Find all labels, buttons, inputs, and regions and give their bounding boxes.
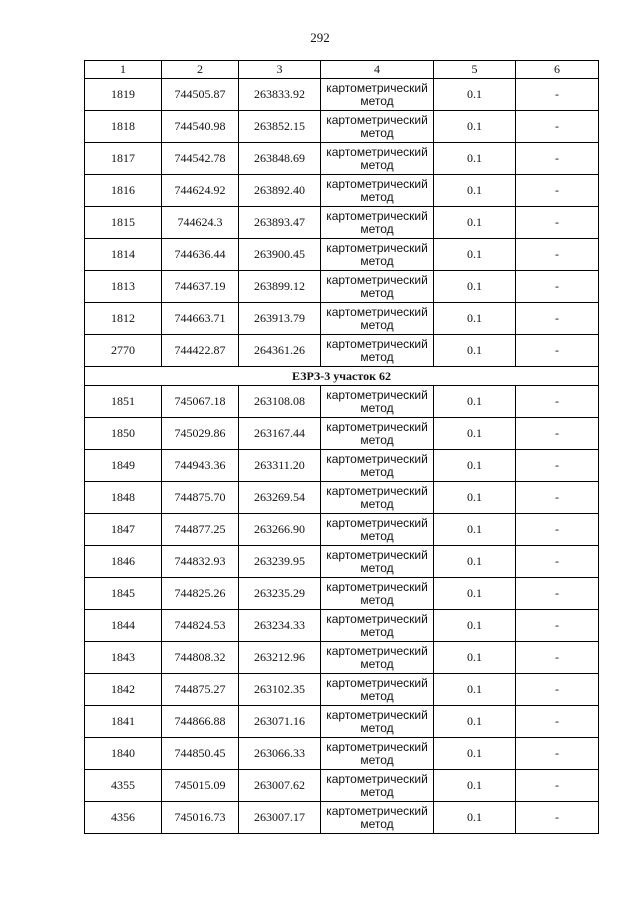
section-row	[85, 367, 599, 386]
table-row	[85, 239, 599, 271]
coordinate-y: 263833.92	[239, 79, 321, 111]
method-cell	[321, 450, 434, 482]
method-cell	[321, 386, 434, 418]
precision-value: 0.1	[434, 642, 516, 674]
method-line-1: картометрический	[326, 419, 428, 434]
method-line-2: метод	[360, 496, 394, 511]
point-number: 1847	[85, 514, 162, 546]
coordinate-x: 744505.87	[162, 79, 239, 111]
coordinate-y: 263234.33	[239, 610, 321, 642]
method-cell	[321, 79, 434, 111]
coordinate-y: 263066.33	[239, 738, 321, 770]
method-line-2: метод	[360, 253, 394, 268]
method-line-2: метод	[360, 221, 394, 236]
point-number: 1851	[85, 386, 162, 418]
note-value: -	[516, 450, 599, 482]
coordinate-x: 744637.19	[162, 271, 239, 303]
table-row	[85, 514, 599, 546]
method-cell	[321, 303, 434, 335]
method-line-1: картометрический	[326, 707, 428, 722]
coordinate-x: 744877.25	[162, 514, 239, 546]
note-value: -	[516, 546, 599, 578]
coordinate-x: 745015.09	[162, 770, 239, 802]
method-line-1: картометрический	[326, 643, 428, 658]
coordinate-x: 744624.92	[162, 175, 239, 207]
note-value: -	[516, 610, 599, 642]
note-value: -	[516, 335, 599, 367]
coordinate-x: 744866.88	[162, 706, 239, 738]
method-line-1: картометрический	[326, 547, 428, 562]
method-cell	[321, 271, 434, 303]
method-line-1: картометрический	[326, 80, 428, 95]
precision-value: 0.1	[434, 175, 516, 207]
table-row	[85, 386, 599, 418]
method-line-1: картометрический	[326, 451, 428, 466]
method-line-2: метод	[360, 125, 394, 140]
precision-value: 0.1	[434, 111, 516, 143]
method-cell	[321, 642, 434, 674]
coordinate-y: 263108.08	[239, 386, 321, 418]
coordinate-y: 263239.95	[239, 546, 321, 578]
method-line-1: картометрический	[326, 675, 428, 690]
method-line-1: картометрический	[326, 304, 428, 319]
precision-value: 0.1	[434, 79, 516, 111]
method-line-2: метод	[360, 317, 394, 332]
point-number: 1819	[85, 79, 162, 111]
coordinate-y: 263102.35	[239, 674, 321, 706]
method-cell	[321, 738, 434, 770]
point-number: 1845	[85, 578, 162, 610]
column-header-4: 4	[321, 61, 434, 79]
coordinate-y: 263848.69	[239, 143, 321, 175]
method-cell	[321, 111, 434, 143]
point-number: 1848	[85, 482, 162, 514]
table-row	[85, 271, 599, 303]
table-row	[85, 79, 599, 111]
precision-value: 0.1	[434, 143, 516, 175]
point-number: 1814	[85, 239, 162, 271]
coordinate-y: 264361.26	[239, 335, 321, 367]
note-value: -	[516, 482, 599, 514]
table-row	[85, 335, 599, 367]
point-number: 1849	[85, 450, 162, 482]
table-row	[85, 418, 599, 450]
precision-value: 0.1	[434, 674, 516, 706]
method-line-1: картометрический	[326, 112, 428, 127]
method-line-2: метод	[360, 464, 394, 479]
method-line-1: картометрический	[326, 240, 428, 255]
method-cell	[321, 674, 434, 706]
method-cell	[321, 514, 434, 546]
table-row	[85, 175, 599, 207]
coordinate-y: 263235.29	[239, 578, 321, 610]
precision-value: 0.1	[434, 207, 516, 239]
precision-value: 0.1	[434, 738, 516, 770]
note-value: -	[516, 239, 599, 271]
precision-value: 0.1	[434, 546, 516, 578]
method-cell	[321, 482, 434, 514]
coordinate-x: 745016.73	[162, 802, 239, 834]
coordinate-x: 744540.98	[162, 111, 239, 143]
point-number: 1812	[85, 303, 162, 335]
point-number: 1846	[85, 546, 162, 578]
point-number: 1818	[85, 111, 162, 143]
coordinate-y: 263212.96	[239, 642, 321, 674]
coordinate-x: 744636.44	[162, 239, 239, 271]
method-line-1: картометрический	[326, 144, 428, 159]
point-number: 4355	[85, 770, 162, 802]
precision-value: 0.1	[434, 578, 516, 610]
coordinate-x: 744542.78	[162, 143, 239, 175]
coordinate-x: 744624.3	[162, 207, 239, 239]
table-row	[85, 674, 599, 706]
precision-value: 0.1	[434, 802, 516, 834]
coordinate-x: 744663.71	[162, 303, 239, 335]
precision-value: 0.1	[434, 239, 516, 271]
method-line-2: метод	[360, 784, 394, 799]
table-row	[85, 303, 599, 335]
table-body	[85, 61, 599, 834]
precision-value: 0.1	[434, 450, 516, 482]
precision-value: 0.1	[434, 610, 516, 642]
table-row	[85, 450, 599, 482]
column-header-2: 2	[162, 61, 239, 79]
method-cell	[321, 706, 434, 738]
method-line-2: метод	[360, 157, 394, 172]
method-cell	[321, 802, 434, 834]
method-line-2: метод	[360, 752, 394, 767]
note-value: -	[516, 79, 599, 111]
method-line-1: картометрический	[326, 515, 428, 530]
coordinate-y: 263893.47	[239, 207, 321, 239]
precision-value: 0.1	[434, 335, 516, 367]
coordinate-x: 744808.32	[162, 642, 239, 674]
coordinate-y: 263900.45	[239, 239, 321, 271]
method-line-2: метод	[360, 656, 394, 671]
coordinate-x: 744943.36	[162, 450, 239, 482]
coordinate-x: 744824.53	[162, 610, 239, 642]
coordinate-x: 745029.86	[162, 418, 239, 450]
precision-value: 0.1	[434, 482, 516, 514]
table-row	[85, 207, 599, 239]
method-line-1: картометрический	[326, 483, 428, 498]
precision-value: 0.1	[434, 418, 516, 450]
method-line-1: картометрический	[326, 739, 428, 754]
coordinate-x: 744875.27	[162, 674, 239, 706]
method-cell	[321, 546, 434, 578]
method-line-2: метод	[360, 432, 394, 447]
header-row	[85, 61, 599, 79]
note-value: -	[516, 386, 599, 418]
point-number: 1843	[85, 642, 162, 674]
coordinate-x: 744422.87	[162, 335, 239, 367]
method-line-2: метод	[360, 400, 394, 415]
method-line-2: метод	[360, 688, 394, 703]
column-header-6: 6	[516, 61, 599, 79]
column-header-5: 5	[434, 61, 516, 79]
method-line-1: картометрический	[326, 176, 428, 191]
point-number: 1816	[85, 175, 162, 207]
point-number: 1842	[85, 674, 162, 706]
method-cell	[321, 207, 434, 239]
method-line-1: картометрический	[326, 208, 428, 223]
table-row	[85, 802, 599, 834]
note-value: -	[516, 271, 599, 303]
method-cell	[321, 143, 434, 175]
coordinate-x: 744850.45	[162, 738, 239, 770]
point-number: 1813	[85, 271, 162, 303]
point-number: 1844	[85, 610, 162, 642]
table-row	[85, 111, 599, 143]
coordinate-y: 263311.20	[239, 450, 321, 482]
note-value: -	[516, 514, 599, 546]
coordinate-x: 744825.26	[162, 578, 239, 610]
page-number: 292	[310, 30, 330, 45]
note-value: -	[516, 143, 599, 175]
coordinate-y: 263167.44	[239, 418, 321, 450]
method-line-2: метод	[360, 189, 394, 204]
coordinates-table	[84, 60, 599, 834]
method-cell	[321, 239, 434, 271]
table-row	[85, 578, 599, 610]
note-value: -	[516, 418, 599, 450]
precision-value: 0.1	[434, 271, 516, 303]
method-line-2: метод	[360, 592, 394, 607]
note-value: -	[516, 770, 599, 802]
coordinate-y: 263266.90	[239, 514, 321, 546]
coordinate-x: 744875.70	[162, 482, 239, 514]
note-value: -	[516, 111, 599, 143]
method-line-2: метод	[360, 93, 394, 108]
precision-value: 0.1	[434, 386, 516, 418]
method-line-2: метод	[360, 720, 394, 735]
method-cell	[321, 770, 434, 802]
precision-value: 0.1	[434, 706, 516, 738]
table-row	[85, 770, 599, 802]
note-value: -	[516, 738, 599, 770]
point-number: 4356	[85, 802, 162, 834]
note-value: -	[516, 303, 599, 335]
point-number: 1840	[85, 738, 162, 770]
method-line-1: картометрический	[326, 387, 428, 402]
coordinate-y: 263007.17	[239, 802, 321, 834]
method-line-2: метод	[360, 528, 394, 543]
precision-value: 0.1	[434, 514, 516, 546]
table-row	[85, 546, 599, 578]
coordinate-y: 263899.12	[239, 271, 321, 303]
table-row	[85, 738, 599, 770]
precision-value: 0.1	[434, 303, 516, 335]
note-value: -	[516, 706, 599, 738]
coordinate-y: 263007.62	[239, 770, 321, 802]
column-header-3: 3	[239, 61, 321, 79]
method-cell	[321, 418, 434, 450]
note-value: -	[516, 642, 599, 674]
coordinate-y: 263892.40	[239, 175, 321, 207]
method-cell	[321, 578, 434, 610]
column-header-1: 1	[85, 61, 162, 79]
method-cell	[321, 335, 434, 367]
coordinate-x: 744832.93	[162, 546, 239, 578]
method-line-2: метод	[360, 349, 394, 364]
coordinate-x: 745067.18	[162, 386, 239, 418]
coordinate-y: 263071.16	[239, 706, 321, 738]
method-cell	[321, 175, 434, 207]
table-row	[85, 482, 599, 514]
method-line-2: метод	[360, 560, 394, 575]
table-row	[85, 706, 599, 738]
note-value: -	[516, 674, 599, 706]
method-line-1: картометрический	[326, 803, 428, 818]
precision-value: 0.1	[434, 770, 516, 802]
coordinate-y: 263852.15	[239, 111, 321, 143]
table-row	[85, 143, 599, 175]
method-line-1: картометрический	[326, 771, 428, 786]
point-number: 1817	[85, 143, 162, 175]
point-number: 1815	[85, 207, 162, 239]
method-cell	[321, 610, 434, 642]
table-row	[85, 610, 599, 642]
method-line-1: картометрический	[326, 579, 428, 594]
point-number: 1841	[85, 706, 162, 738]
note-value: -	[516, 578, 599, 610]
point-number: 1850	[85, 418, 162, 450]
table-row	[85, 642, 599, 674]
method-line-2: метод	[360, 816, 394, 831]
coordinate-y: 263269.54	[239, 482, 321, 514]
method-line-2: метод	[360, 624, 394, 639]
point-number: 2770	[85, 335, 162, 367]
method-line-1: картометрический	[326, 336, 428, 351]
method-line-1: картометрический	[326, 272, 428, 287]
note-value: -	[516, 207, 599, 239]
coordinate-y: 263913.79	[239, 303, 321, 335]
method-line-1: картометрический	[326, 611, 428, 626]
method-line-2: метод	[360, 285, 394, 300]
note-value: -	[516, 175, 599, 207]
note-value: -	[516, 802, 599, 834]
section-title: ЕЗРЗ-3 участок 62	[85, 367, 599, 386]
